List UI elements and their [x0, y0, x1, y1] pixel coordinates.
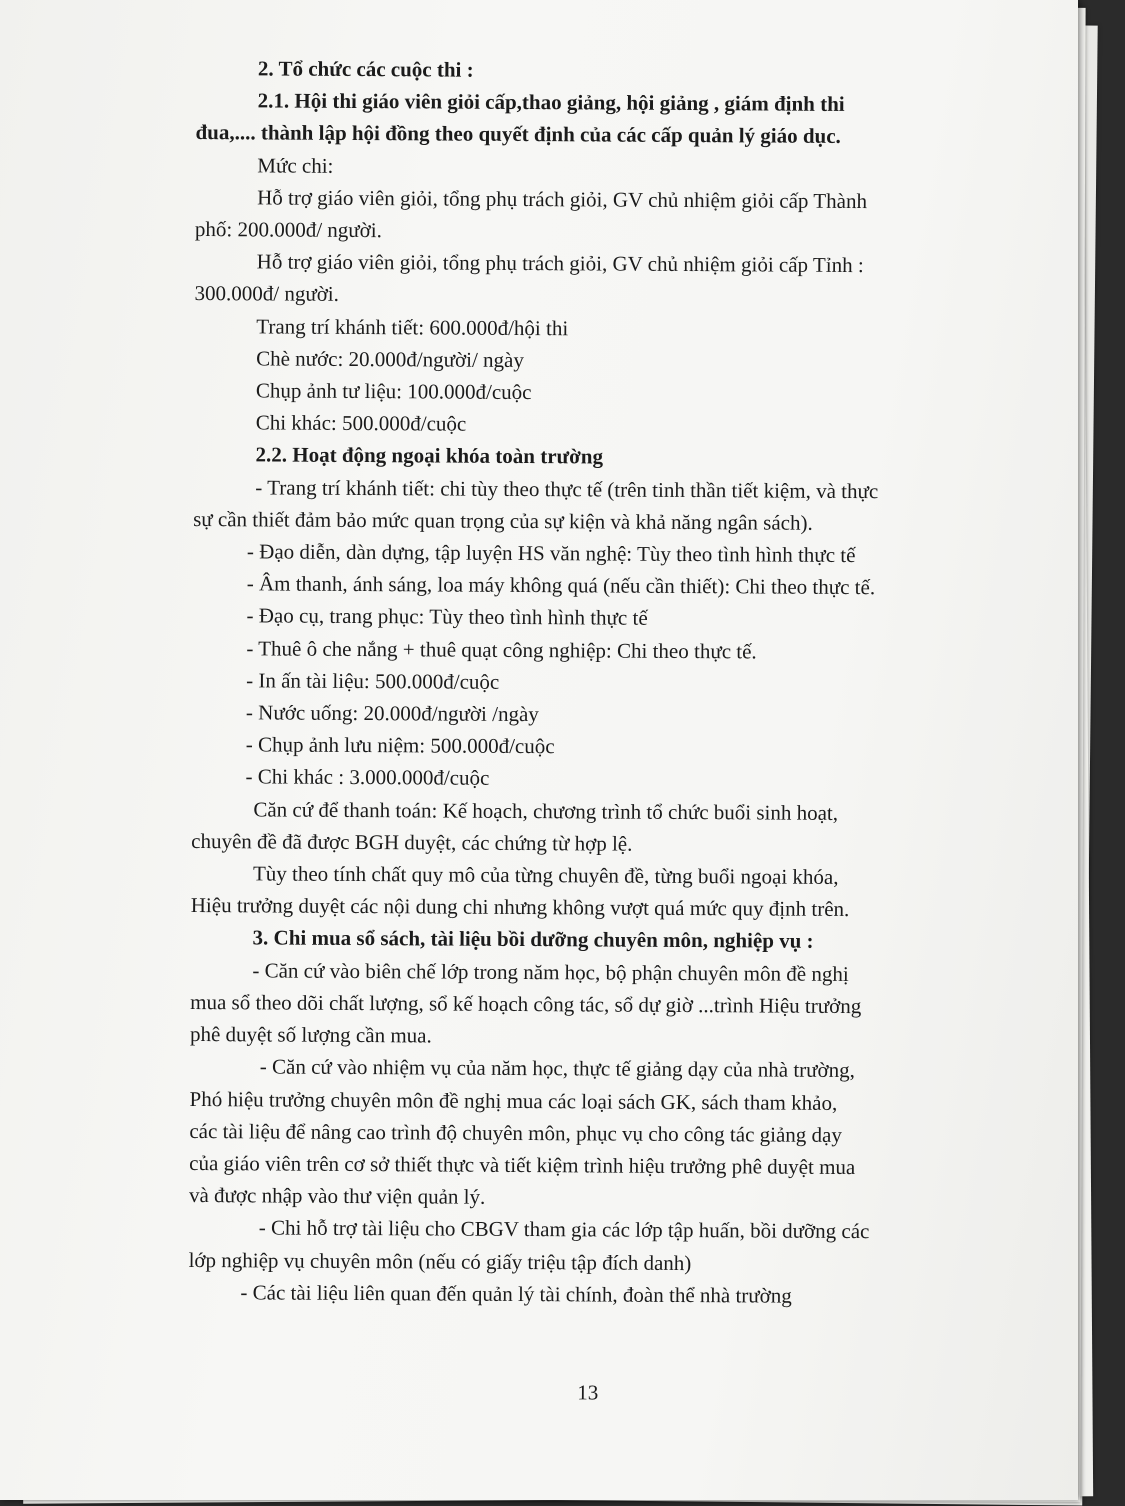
- heading-section-2-1-cont: đua,.... thành lập hội đồng theo quyết định của các cấp quản lý giáo dục.: [195, 120, 841, 149]
- paragraph-3b-cont: của giáo viên trên cơ sở thiết thực và tiết kiệm trình hiệu trưởng phê duyệt mua: [189, 1150, 856, 1179]
- heading-section-2-2: 2.2. Hoạt động ngoại khóa toàn trường: [255, 442, 604, 469]
- basis-line-cont: chuyên đề đã được BGH duyệt, các chứng từ hợp lệ.: [191, 828, 633, 856]
- page-number: 13: [577, 1380, 599, 1405]
- paragraph-3a-cont: mua sổ theo dõi chất lượng, sổ kế hoạch công tác, sổ dự giờ ...trình Hiệu trưởng: [190, 989, 862, 1018]
- list-item: - Đạo diễn, dàn dựng, tập luyện HS văn nghệ: Tùy theo tình hình thực tế: [246, 539, 856, 568]
- paragraph-3b-cont: Phó hiệu trưởng chuyên môn đề nghị mua các loại sách GK, sách tham khảo,: [189, 1086, 838, 1115]
- list-item: - Nước uống: 20.000đ/người /ngày: [245, 700, 539, 727]
- cost-item: Trang trí khánh tiết: 600.000đ/hội thi: [256, 313, 569, 340]
- support-province-line-cont: 300.000đ/ người.: [194, 281, 340, 307]
- paragraph-3b-cont: và được nhập vào thư viện quản lý.: [188, 1183, 486, 1209]
- paragraph-3a: - Căn cứ vào biên chế lớp trong năm học, bộ phận chuyên môn đề nghị: [252, 958, 849, 986]
- heading-section-2: 2. Tổ chức các cuộc thi :: [257, 56, 474, 82]
- cost-item: Chụp ảnh tư liệu: 100.000đ/cuộc: [255, 378, 532, 405]
- support-province-line: Hỗ trợ giáo viên giỏi, tổng phụ trách giỏi, GV chủ nhiệm giỏi cấp Tỉnh :: [256, 249, 864, 278]
- list-item: - In ấn tài liệu: 500.000đ/cuộc: [246, 668, 500, 694]
- basis-line: Căn cứ để thanh toán: Kế hoạch, chương trình tổ chức buổi sinh hoạt,: [253, 797, 839, 825]
- list-item: - Âm thanh, ánh sáng, loa máy không quá (nếu cần thiết): Chi theo thực tế.: [246, 571, 876, 600]
- paragraph-3a-cont: phê duyệt số lượng cần mua.: [189, 1022, 432, 1048]
- page-content: [188, 52, 996, 1405]
- list-item: - Thuê ô che nắng + thuê quạt công nghiệp: Chi theo thực tế.: [246, 635, 757, 664]
- heading-section-2-1: 2.1. Hội thi giáo viên giỏi cấp,thao giảng, hội giảng , giám định thi: [257, 88, 845, 117]
- cost-item: Chè nước: 20.000đ/người/ ngày: [256, 346, 524, 372]
- list-item: - Chụp ảnh lưu niệm: 500.000đ/cuộc: [245, 732, 555, 759]
- list-item: - Chi khác : 3.000.000đ/cuộc: [245, 764, 490, 791]
- heading-section-3: 3. Chi mua sổ sách, tài liệu bồi dưỡng chuyên môn, nghiệp vụ :: [252, 925, 814, 954]
- paragraph-3c-cont: lớp nghiệp vụ chuyên môn (nếu có giấy triệu tập đích danh): [188, 1247, 692, 1275]
- cost-item: Chi khác: 500.000đ/cuộc: [255, 410, 467, 436]
- support-city-line-cont: phố: 200.000đ/ người.: [194, 217, 382, 243]
- scope-line-cont: Hiệu trưởng duyệt các nội dung chi nhưng không vượt quá mức quy định trên.: [190, 893, 850, 922]
- scope-line: Tùy theo tính chất quy mô của từng chuyên đề, từng buổi ngoại khóa,: [252, 861, 839, 890]
- paragraph-3b-cont: các tài liệu để nâng cao trình độ chuyên môn, phục vụ cho công tác giảng dạy: [189, 1118, 843, 1147]
- decor-line: - Trang trí khánh tiết: chi tùy theo thực tế (trên tinh thần tiết kiệm, và thực: [255, 475, 879, 503]
- paragraph-3c: - Chi hỗ trợ tài liệu cho CBGV tham gia các lớp tập huấn, bồi dưỡng các: [258, 1215, 870, 1244]
- list-item: - Đạo cụ, trang phục: Tùy theo tình hình thực tế: [246, 603, 648, 631]
- paragraph-3b: - Căn cứ vào nhiệm vụ của năm học, thực tế giảng dạy của nhà trường,: [259, 1054, 856, 1083]
- support-city-line: Hỗ trợ giáo viên giỏi, tổng phụ trách giỏi, GV chủ nhiệm giỏi cấp Thành: [257, 185, 868, 213]
- paragraph-3d: - Các tài liệu liên quan đến quản lý tài chính, đoàn thể nhà trường: [240, 1280, 792, 1308]
- muc-chi-label: Mức chi:: [257, 152, 334, 178]
- decor-line-cont: sự cần thiết đảm bảo mức quan trọng của sự kiện và khả năng ngân sách).: [193, 506, 813, 535]
